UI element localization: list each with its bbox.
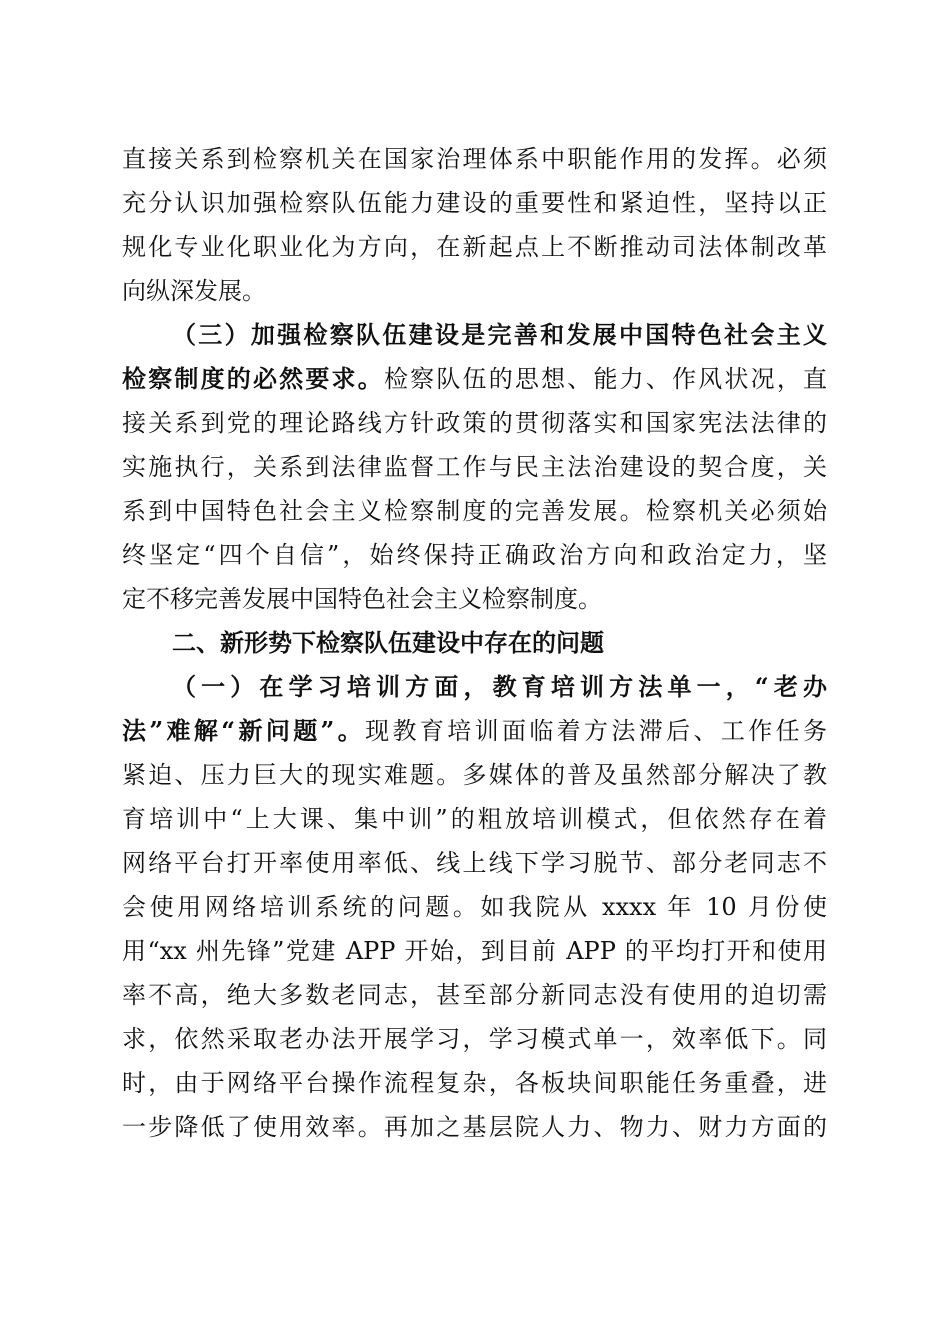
subheading-continuation: 法”难解“新问题”。 (122, 716, 366, 745)
paragraph-line: 实施执行，关系到法律监督工作与民主法治建设的契合度，关 (122, 453, 827, 481)
paragraph-line: 接关系到党的理论路线方针政策的贯彻落实和国家宪法法律的 (122, 409, 827, 437)
section-subheading: （三）加强检察队伍建设是完善和发展中国特色社会主义 (172, 320, 827, 349)
paragraph-line: 终坚定“四个自信”，始终保持正确政治方向和政治定力，坚 (122, 541, 827, 569)
paragraph-line: 向纵深发展。 (122, 277, 266, 305)
paragraph-line: 率不高，绝大多数老同志，甚至部分新同志没有使用的迫切需 (122, 981, 827, 1009)
paragraph-line: 求，依然采取老办法开展学习，学习模式单一，效率低下。同 (122, 1025, 827, 1053)
paragraph-line: 直接关系到检察机关在国家治理体系中职能作用的发挥。必须 (122, 145, 827, 173)
paragraph-line: 一步降低了使用效率。再加之基层院人力、物力、财力方面的 (122, 1113, 827, 1141)
paragraph-line: 时，由于网络平台操作流程复杂，各板块间职能任务重叠，进 (122, 1069, 827, 1097)
paragraph-line: 用“xx 州先锋”党建 APP 开始，到目前 APP 的平均打开和使用 (122, 937, 827, 965)
subheading-continuation: 检察制度的必然要求。 (122, 364, 384, 393)
paragraph-line: 育培训中“上大课、集中训”的粗放培训模式，但依然存在着 (122, 805, 827, 833)
section-heading: 二、新形势下检察队伍建设中存在的问题 (172, 629, 604, 657)
paragraph-line: 充分认识加强检察队伍能力建设的重要性和紧迫性，坚持以正 (122, 189, 827, 217)
paragraph-line (122, 709, 827, 753)
paragraph-line: 规化专业化职业化为方向，在新起点上不断推动司法体制改革 (122, 233, 827, 261)
section-subheading: （一）在学习培训方面，教育培训方法单一，“老办 (172, 672, 827, 701)
paragraph-line (122, 357, 827, 401)
paragraph-line: 系到中国特色社会主义检察制度的完善发展。检察机关必须始 (122, 497, 827, 525)
paragraph-line: 会使用网络培训系统的问题。如我院从 xxxx 年 10 月份使 (122, 893, 827, 921)
document-body (122, 137, 827, 1149)
paragraph-line: 网络平台打开率使用率低、线上线下学习脱节、部分老同志不 (122, 849, 827, 877)
paragraph-line: 紧迫、压力巨大的现实难题。多媒体的普及虽然部分解决了教 (122, 761, 827, 789)
paragraph-text: 现教育培训面临着方法滞后、工作任务 (365, 717, 828, 745)
paragraph-text: 检察队伍的思想、能力、作风状况，直 (383, 365, 828, 393)
paragraph-line: 定不移完善发展中国特色社会主义检察制度。 (122, 585, 602, 613)
